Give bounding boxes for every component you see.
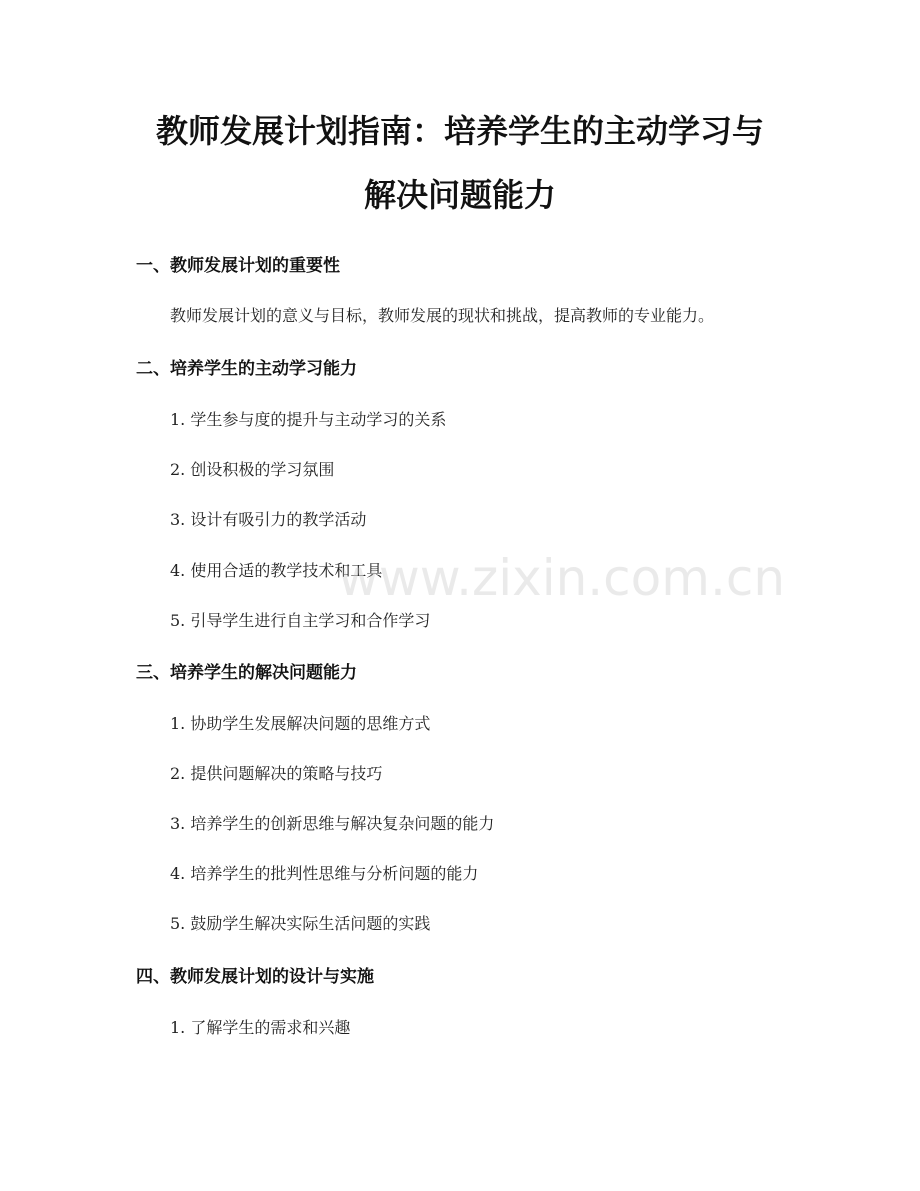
- watermark: www.zixin.com.cn: [338, 549, 786, 607]
- document-title-line-1: 教师发展计划指南：培养学生的主动学习与: [155, 112, 764, 150]
- list-item: 1. 了解学生的需求和兴趣: [170, 1018, 351, 1037]
- list-item: 1. 协助学生发展解决问题的思维方式: [170, 714, 431, 733]
- list-item: 3. 设计有吸引力的教学活动: [170, 510, 367, 529]
- list-item: 4. 培养学生的批判性思维与分析问题的能力: [170, 864, 479, 883]
- document-title-line-2: 解决问题能力: [363, 176, 556, 214]
- list-item: 5. 鼓励学生解决实际生活问题的实践: [170, 914, 431, 933]
- list-item: 2. 提供问题解决的策略与技巧: [170, 764, 383, 783]
- section-heading-4: 四、教师发展计划的设计与实施: [136, 967, 374, 987]
- section-heading-1: 一、教师发展计划的重要性: [136, 256, 340, 276]
- list-item: 4. 使用合适的教学技术和工具: [170, 561, 383, 580]
- list-item: 5. 引导学生进行自主学习和合作学习: [170, 611, 431, 630]
- section-1-paragraph: 教师发展计划的意义与目标，教师发展的现状和挑战，提高教师的专业能力。: [170, 306, 715, 325]
- list-item: 3. 培养学生的创新思维与解决复杂问题的能力: [170, 814, 495, 833]
- section-heading-2: 二、培养学生的主动学习能力: [136, 359, 357, 379]
- list-item: 1. 学生参与度的提升与主动学习的关系: [170, 410, 447, 429]
- list-item: 2. 创设积极的学习氛围: [170, 460, 335, 479]
- section-heading-3: 三、培养学生的解决问题能力: [136, 663, 357, 683]
